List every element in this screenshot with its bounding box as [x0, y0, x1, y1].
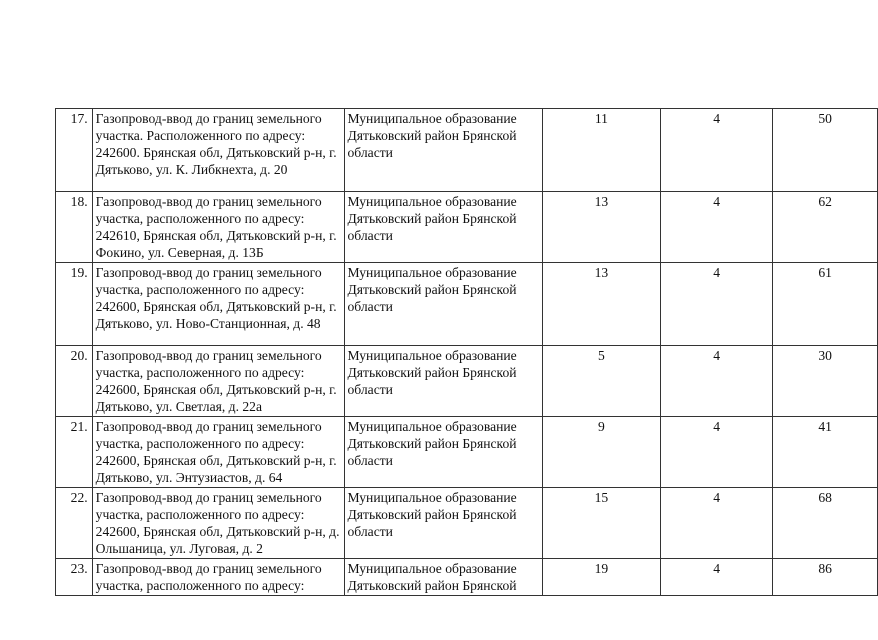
value-col-3: 86 — [773, 559, 878, 596]
municipality: Муниципальное образование Дятьковский район Брянской области — [344, 192, 542, 263]
value-col-3: 50 — [773, 109, 878, 192]
object-description: Газопровод-ввод до границ земельного участка, расположенного по адресу: 242600, Брянская обл, Дятьковский р-н, г. Дятьково, ул. Светлая, д. 22а — [92, 346, 344, 417]
property-table — [55, 108, 878, 596]
municipality: Муниципальное образование Дятьковский район Брянской — [344, 559, 542, 596]
value-col-1: 13 — [542, 263, 660, 346]
object-description: Газопровод-ввод до границ земельного участка, расположенного по адресу: 242600, Брянская обл, Дятьковский р-н, г. Дятьково, ул. Энтузиастов, д. 64 — [92, 417, 344, 488]
value-col-3: 41 — [773, 417, 878, 488]
value-col-1: 13 — [542, 192, 660, 263]
row-number: 19. — [56, 263, 93, 346]
table-row — [56, 346, 878, 417]
municipality: Муниципальное образование Дятьковский район Брянской области — [344, 488, 542, 559]
table-row — [56, 488, 878, 559]
value-col-2: 4 — [661, 192, 773, 263]
row-number: 20. — [56, 346, 93, 417]
row-number: 21. — [56, 417, 93, 488]
object-description: Газопровод-ввод до границ земельного участка, расположенного по адресу: 242600, Брянская обл, Дятьковский р-н, г. Дятьково, ул. Ново-Станционная, д. 48 — [92, 263, 344, 346]
object-description: Газопровод-ввод до границ земельного участка. Расположенного по адресу: 242600. Брянская обл, Дятьковский р-н, г. Дятьково, ул. К. Либкнехта, д. 20 — [92, 109, 344, 192]
value-col-2: 4 — [661, 417, 773, 488]
object-description: Газопровод-ввод до границ земельного участка, расположенного по адресу: — [92, 559, 344, 596]
value-col-2: 4 — [661, 346, 773, 417]
value-col-2: 4 — [661, 263, 773, 346]
value-col-2: 4 — [661, 559, 773, 596]
row-number: 18. — [56, 192, 93, 263]
value-col-1: 15 — [542, 488, 660, 559]
table-row — [56, 263, 878, 346]
object-description: Газопровод-ввод до границ земельного участка, расположенного по адресу: 242610, Брянская обл, Дятьковский р-н, г. Фокино, ул. Северная, д. 13Б — [92, 192, 344, 263]
value-col-3: 30 — [773, 346, 878, 417]
value-col-1: 19 — [542, 559, 660, 596]
table-row — [56, 559, 878, 596]
municipality: Муниципальное образование Дятьковский район Брянской области — [344, 346, 542, 417]
table-row — [56, 417, 878, 488]
value-col-1: 11 — [542, 109, 660, 192]
row-number: 17. — [56, 109, 93, 192]
table-row — [56, 192, 878, 263]
municipality: Муниципальное образование Дятьковский район Брянской области — [344, 417, 542, 488]
municipality: Муниципальное образование Дятьковский район Брянской области — [344, 109, 542, 192]
object-description: Газопровод-ввод до границ земельного участка, расположенного по адресу: 242600, Брянская обл, Дятьковский р-н, д. Ольшаница, ул. Луговая, д. 2 — [92, 488, 344, 559]
value-col-2: 4 — [661, 109, 773, 192]
value-col-3: 68 — [773, 488, 878, 559]
value-col-2: 4 — [661, 488, 773, 559]
row-number: 23. — [56, 559, 93, 596]
municipality: Муниципальное образование Дятьковский район Брянской области — [344, 263, 542, 346]
value-col-1: 9 — [542, 417, 660, 488]
value-col-1: 5 — [542, 346, 660, 417]
table-row — [56, 109, 878, 192]
value-col-3: 62 — [773, 192, 878, 263]
value-col-3: 61 — [773, 263, 878, 346]
row-number: 22. — [56, 488, 93, 559]
